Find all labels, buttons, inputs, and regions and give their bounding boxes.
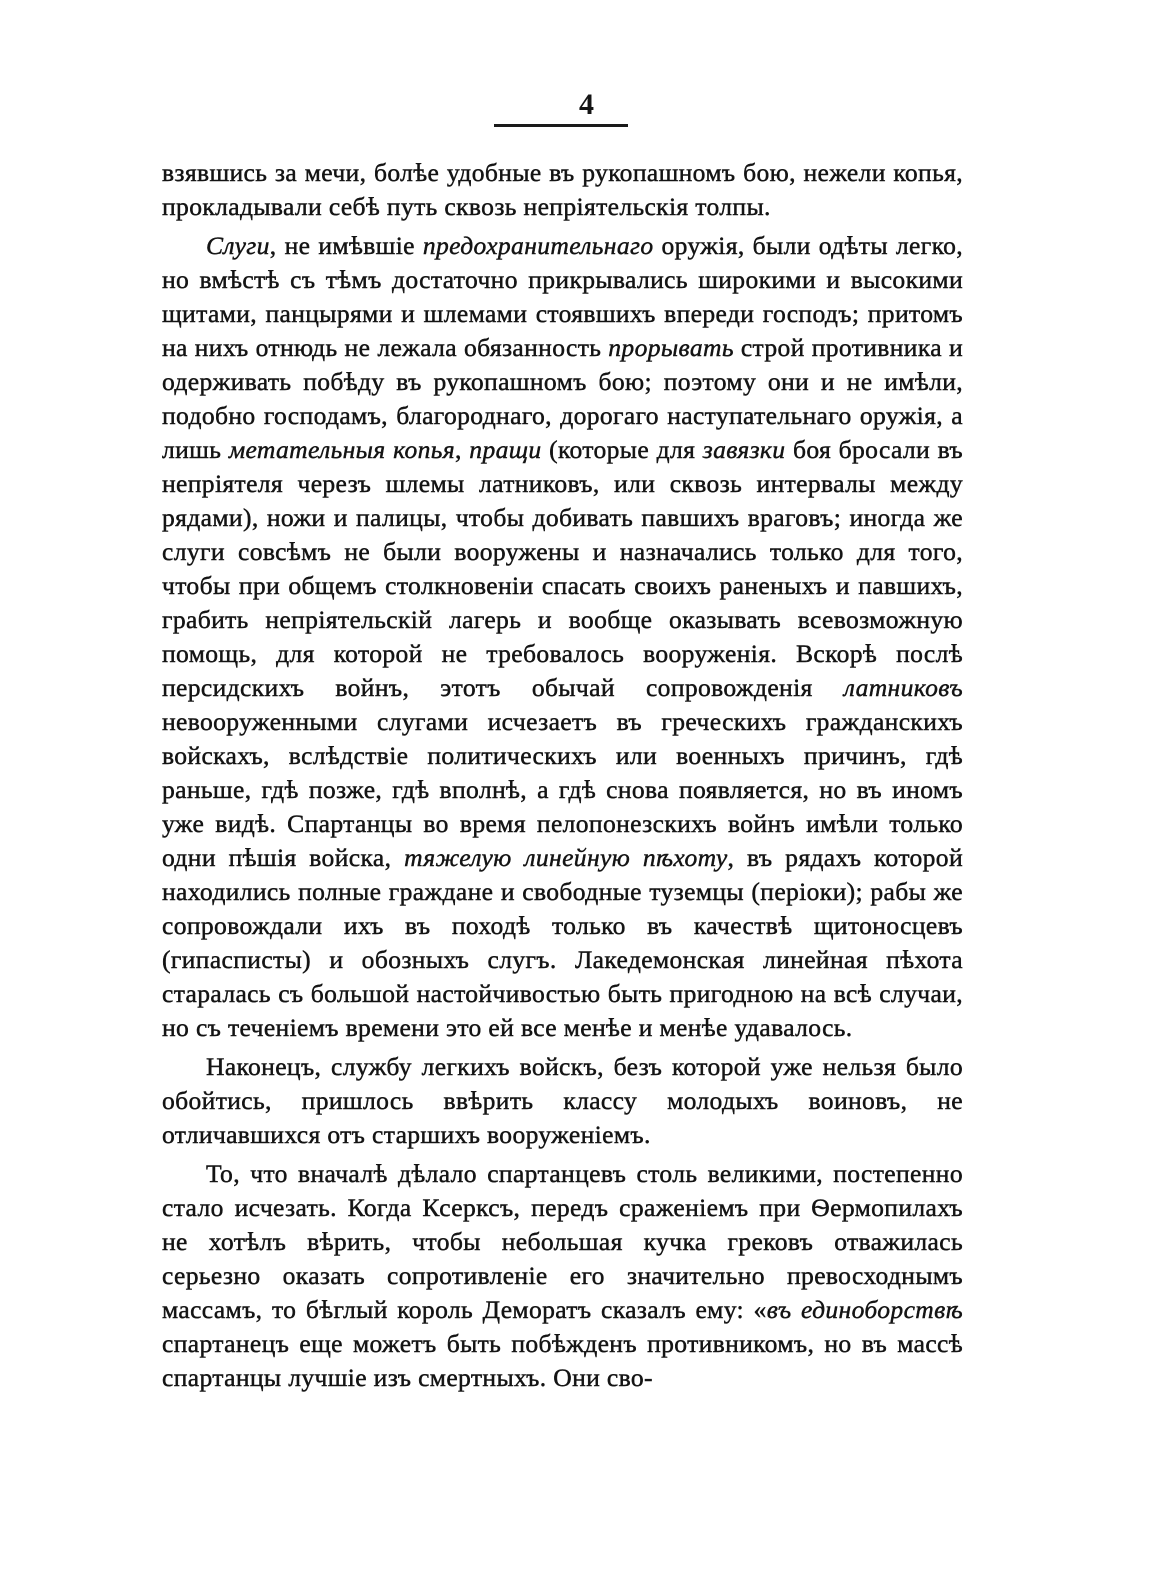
- text-run: , въ рядахъ которой находились полные граждане и свободные туземцы (періоки); рабы же сопровождали ихъ въ походѣ только въ качествѣ щитоносцевъ (гипасписты) и обозныхъ слугъ. Лакедемонская линейная пѣхота старалась съ большой настойчивостью быть пригодною на всѣ случаи, но съ теченіемъ времени это ей все менѣе и менѣе удавалось.: [162, 843, 964, 1042]
- italic-text: предохранительнаго: [422, 231, 654, 260]
- text-run: Наконецъ, службу легкихъ войскъ, безъ которой уже нельзя было обойтись, пришлось ввѣрить классу молодыхъ воиновъ, не отличавшихся отъ старшихъ вооруженіемъ.: [162, 1052, 963, 1149]
- text-run: оружія, были одѣты легко, но вмѣстѣ съ тѣмъ достаточно прикрывались широкими и высокими щитами, панцырями и шлемами стоявшихъ впереди господъ; притомъ на нихъ отнюдь не лежала обязанность: [162, 231, 963, 362]
- text-run: невооруженными слугами исчезаетъ въ греческихъ гражданскихъ войскахъ, вслѣдствіе политическихъ или военныхъ причинъ, гдѣ раньше, гдѣ позже, гдѣ вполнѣ, а гдѣ снова появляется, но въ иномъ уже видѣ. Спартанцы во время пелопонезскихъ войнъ имѣли только одни пѣшія войска,: [162, 707, 963, 872]
- text-run: строй противника и одерживать побѣду въ рукопашномъ бою; поэтому они и не имѣли, подобно господамъ, благороднаго, дорогаго наступательнаго оружія, а лишь: [162, 333, 963, 464]
- paragraph: [162, 156, 963, 224]
- italic-text: Слуги: [206, 231, 270, 260]
- italic-text: латниковъ: [843, 673, 963, 702]
- paragraph: [162, 229, 963, 1045]
- italic-text: тяжелую линейную пѣхоту: [404, 843, 728, 872]
- page-number: 4: [579, 88, 594, 121]
- italic-text: въ единоборствѣ: [766, 1295, 963, 1324]
- text-run: ,: [454, 435, 470, 464]
- text-run: , не имѣвшіе: [269, 231, 423, 260]
- text-run: спартанецъ еще можетъ быть побѣжденъ противникомъ, но въ массѣ спартанцы лучшіе изъ смертныхъ. Они сво-: [162, 1329, 963, 1392]
- text-run: (которые для: [541, 435, 703, 464]
- italic-text: прорывать: [608, 333, 734, 362]
- page-header: [0, 88, 1163, 122]
- header-rule: [494, 124, 628, 127]
- italic-text: завязки: [702, 435, 786, 464]
- text-run: взявшись за мечи, болѣе удобные въ рукопашномъ бою, нежели копья, прокладывали себѣ путь сквозь непріятельскія толпы.: [162, 158, 963, 221]
- italic-text: метательныя копья: [228, 435, 455, 464]
- paragraph: [162, 1157, 963, 1395]
- text-run: То, что вначалѣ дѣлало спартанцевъ столь великими, постепенно стало исчезать. Когда Ксерксъ, передъ сраженіемъ при Ѳермопилахъ не хотѣлъ вѣрить, чтобы небольшая кучка грековъ отважилась серьезно оказать сопротивленіе его значительно превосходнымъ массамъ, то бѣглый король Деморатъ сказалъ ему: «: [162, 1159, 963, 1324]
- italic-text: пращи: [469, 435, 542, 464]
- text-run: боя бросали въ непріятеля черезъ шлемы латниковъ, или сквозь интервалы между рядами), ножи и палицы, чтобы добивать павшихъ враговъ; иногда же слуги совсѣмъ не были вооружены и назначались только для того, чтобы при общемъ столкновеніи спасать своихъ раненыхъ и павшихъ, грабить непріятельскій лагерь и вообще оказывать всевозможную помощь, для которой не требовалось вооруженія. Вскорѣ послѣ персидскихъ войнъ, этотъ обычай сопровожденія: [162, 435, 964, 702]
- body-text: [162, 156, 963, 1395]
- paragraph: [162, 1050, 963, 1152]
